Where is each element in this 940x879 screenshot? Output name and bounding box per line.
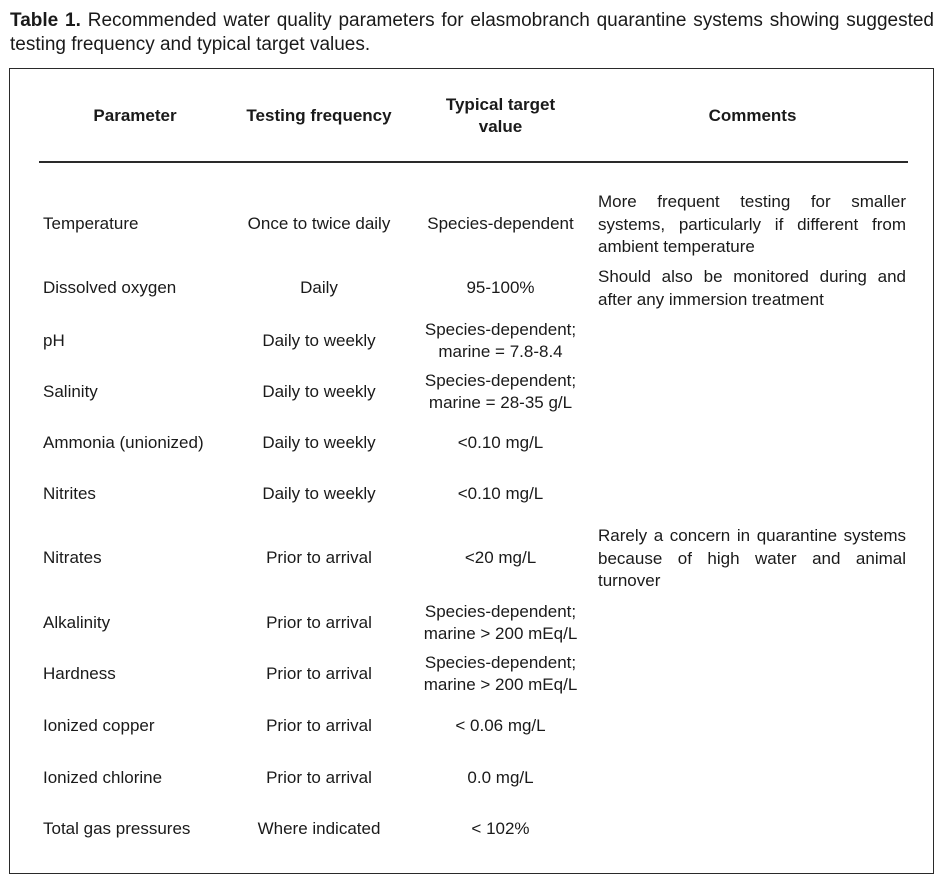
target-line: marine > 200 mEq/L: [423, 624, 578, 643]
row-parameter: pH: [43, 331, 65, 350]
target-line: marine = 7.8-8.4: [438, 342, 563, 361]
target-line: Species-dependent;: [424, 371, 577, 390]
target-line: Species-dependent;: [424, 602, 577, 621]
row-target-value: [408, 213, 593, 235]
table-caption: [10, 9, 934, 57]
target-line: Species-dependent;: [424, 320, 577, 339]
header-typical-target-value: [408, 94, 593, 138]
caption-text: Recommended water quality parameters for elasmobranch quarantine systems showing suggested testing frequency and typical target values.: [10, 10, 934, 55]
comment-temperature: More frequent testing for smaller systems, particularly if different from ambient temperature: [598, 192, 906, 256]
target-line: marine > 200 mEq/L: [423, 675, 578, 694]
row-parameter: Total gas pressures: [43, 819, 191, 838]
row-target-value: [408, 818, 593, 840]
water-quality-table: [9, 68, 934, 874]
row-testing-frequency: Daily to weekly: [262, 331, 376, 350]
row-target-value: [408, 601, 593, 645]
row-testing-frequency: Daily: [300, 278, 338, 297]
row-testing-frequency: Once to twice daily: [247, 214, 391, 233]
row-parameter: Nitrates: [43, 548, 102, 567]
row-parameter: Temperature: [43, 214, 139, 233]
header-comments: Comments: [708, 106, 797, 125]
row-target-value: [408, 547, 593, 569]
row-parameter: Salinity: [43, 382, 98, 401]
target-line: < 102%: [471, 819, 530, 838]
row-parameter: Dissolved oxygen: [43, 278, 177, 297]
target-line: <20 mg/L: [464, 548, 537, 567]
row-target-value: [408, 319, 593, 363]
row-testing-frequency: Daily to weekly: [262, 382, 376, 401]
caption-label: Table 1.: [10, 10, 81, 31]
row-parameter: Ammonia (unionized): [43, 433, 204, 452]
row-target-value: [408, 767, 593, 789]
row-testing-frequency: Prior to arrival: [266, 716, 372, 735]
header-parameter: Parameter: [93, 106, 177, 125]
row-testing-frequency: Where indicated: [257, 819, 381, 838]
target-line: Species-dependent;: [424, 653, 577, 672]
row-testing-frequency: Prior to arrival: [266, 613, 372, 632]
row-parameter: Ionized copper: [43, 716, 155, 735]
row-target-value: [408, 652, 593, 696]
row-testing-frequency: Prior to arrival: [266, 548, 372, 567]
header-target-line1: Typical target: [445, 95, 556, 114]
row-testing-frequency: Prior to arrival: [266, 768, 372, 787]
row-testing-frequency: Prior to arrival: [266, 664, 372, 683]
target-line: < 0.06 mg/L: [455, 716, 546, 735]
target-line: 0.0 mg/L: [467, 768, 534, 787]
comment-nitrates: Rarely a concern in quarantine systems because of high water and animal turnover: [598, 526, 906, 590]
row-target-value: [408, 370, 593, 414]
row-testing-frequency: Daily to weekly: [262, 484, 376, 503]
comment-dissolved-oxygen: Should also be monitored during and after any immersion treatment: [598, 267, 906, 309]
target-line: <0.10 mg/L: [457, 433, 544, 452]
target-line: <0.10 mg/L: [457, 484, 544, 503]
row-parameter: Nitrites: [43, 484, 96, 503]
row-parameter: Hardness: [43, 664, 116, 683]
target-line: 95-100%: [466, 278, 535, 297]
row-parameter: Ionized chlorine: [43, 768, 163, 787]
row-target-value: [408, 483, 593, 505]
row-target-value: [408, 432, 593, 454]
row-target-value: [408, 277, 593, 299]
header-testing-frequency: Testing frequency: [246, 106, 392, 125]
row-testing-frequency: Daily to weekly: [262, 433, 376, 452]
header-rule: [39, 161, 908, 163]
row-parameter: Alkalinity: [43, 613, 111, 632]
header-target-line2: value: [478, 117, 523, 136]
row-target-value: [408, 715, 593, 737]
target-line: marine = 28-35 g/L: [428, 393, 573, 412]
target-line: Species-dependent: [427, 214, 574, 233]
